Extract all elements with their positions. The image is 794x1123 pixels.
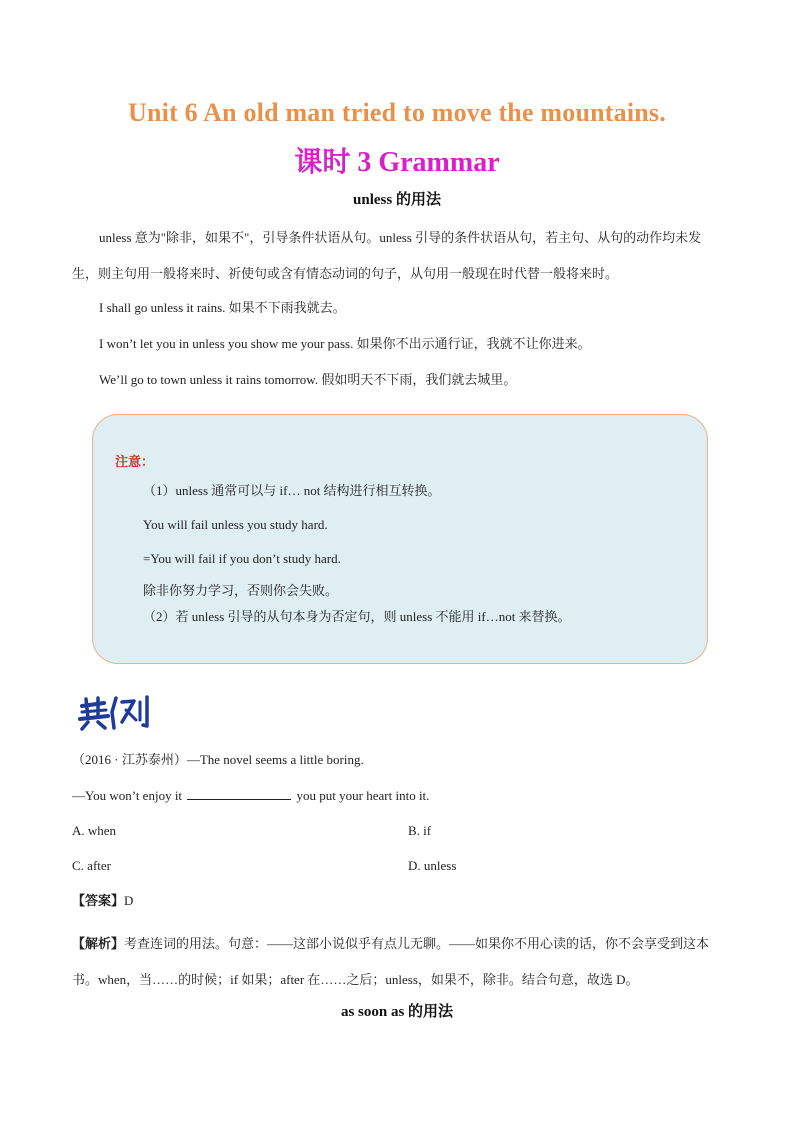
question-after: you put your heart into it. (293, 788, 430, 803)
option-c: C. after (72, 858, 111, 873)
note-line-1: （1）unless 通常可以与 if… not 结构进行相互转换。 (143, 483, 441, 498)
question-before: —You won’t enjoy it (72, 788, 186, 803)
example-logo-icon (76, 692, 152, 732)
answer-blank (187, 787, 291, 800)
analysis-text: 考查连词的用法。句意：——这部小说似乎有点儿无聊。——如果你不用心读的话，你不会享受到这本书。when，当……的时候；if 如果；after 在……之后；unless，如果不，除非。结合句意，故选 D。 (72, 936, 710, 987)
note-line-4: 除非你努力学习，否则你会失败。 (143, 583, 339, 598)
option-a: A. when (72, 823, 117, 838)
answer-value: D (124, 893, 134, 908)
note-line-2: You will fail unless you study hard. (143, 517, 328, 532)
section-heading-as-soon-as: as soon as 的用法 (340, 1004, 454, 1020)
option-d: D. unless (408, 858, 457, 873)
example-sentence-2: I won’t let you in unless you show me your pass. 如果你不出示通行证，我就不让你进来。 (99, 336, 591, 351)
note-title: 注意： (115, 454, 155, 469)
example-question (72, 786, 429, 806)
note-box (92, 414, 708, 664)
analysis-paragraph (72, 926, 724, 998)
section-heading-unless: unless 的用法 (353, 192, 441, 208)
page-subtitle: 课时 3 Grammar (294, 147, 500, 178)
answer-label: 【答案】 (72, 893, 125, 908)
answer-line (72, 891, 133, 911)
analysis-label: 【解析】 (72, 936, 125, 951)
note-line-5: （2）若 unless 引导的从句本身为否定句，则 unless 不能用 if…not 来替换。 (143, 609, 571, 624)
note-line-3: =You will fail if you don’t study hard. (143, 551, 341, 566)
example-source: （2016 · 江苏泰州）—The novel seems a little boring. (72, 752, 364, 767)
intro-paragraph: unless 意为"除非，如果不"，引导条件状语从句。unless 引导的条件状语从句，若主句、从句的动作均未发生，则主句用一般将来时、祈使句或含有情态动词的句子，从句用一般现在时代替一般将来时。 (72, 230, 702, 281)
example-sentence-1: I shall go unless it rains. 如果不下雨我就去。 (99, 300, 346, 315)
example-sentence-3: We’ll go to town unless it rains tomorrow. 假如明天不下雨，我们就去城里。 (99, 372, 517, 387)
page-title: Unit 6 An old man tried to move the mountains. (128, 98, 666, 127)
option-b: B. if (408, 823, 432, 838)
